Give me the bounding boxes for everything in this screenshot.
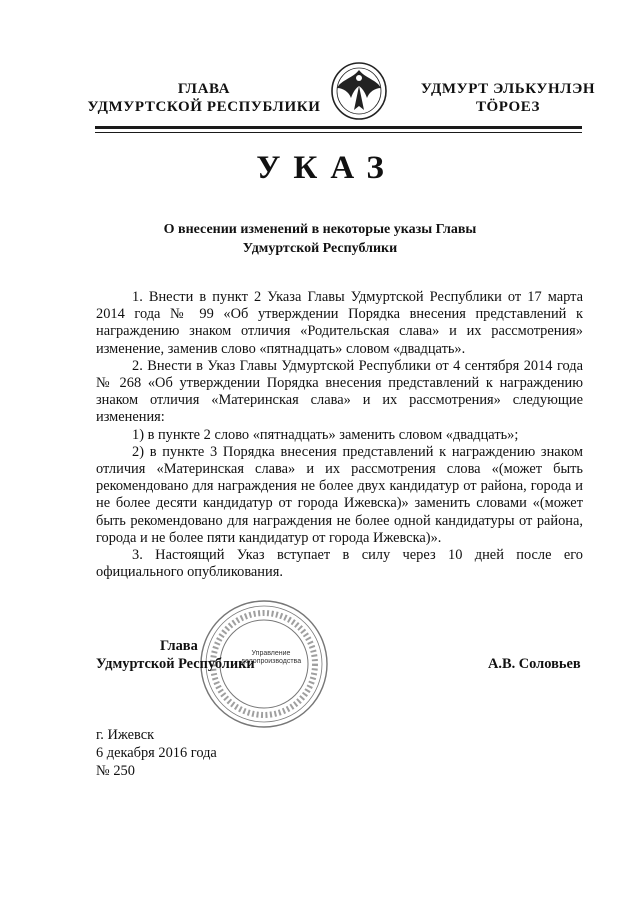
paragraph-2-item-1: 1) в пункте 2 слово «пятнадцать» заменить словом «двадцать»; [132, 426, 519, 443]
issue-date: 6 декабря 2016 года [96, 745, 217, 761]
issuer-title-line: ГЛАВА [177, 81, 231, 97]
issuer-udmurt-line1: УДМУРТ ЭЛЬКУНЛЭН [420, 81, 596, 97]
subject-line-1: О внесении изменений в некоторые указы Главы [163, 222, 477, 237]
issuer-republic-line: УДМУРТСКОЙ РЕСПУБЛИКИ [87, 99, 321, 115]
paragraph-2-item-2: 2) в пункте 3 Порядка внесения представлений к награждению знаком отличия «Материнская слава» и их рассмотрения слова «(может быть рекомендовано для награждения не более двух кандидатур от района, города и не более десяти кандидатур от города Ижевска)» заменить словами «(может быть рекомендовано для награждения не более одной кандидатуры от района, города и не более пяти кандидатур от города Ижевска)». [96, 443, 583, 546]
document-subject [150, 220, 490, 258]
signatory-name: А.В. Соловьев [488, 656, 581, 672]
issuer-header-udmurt [408, 80, 608, 116]
udmurt-coat-of-arms-icon [327, 58, 391, 122]
paragraph-1: 1. Внести в пункт 2 Указа Главы Удмуртской Республики от 17 марта 2014 года № 99 «Об утверждении Порядка внесения представлений к награждению знаком отличия «Родительская слава» и их рассмотрения» изменение, заменив слово «пятнадцать» словом «двадцать». [96, 289, 583, 357]
issue-city: г. Ижевск [96, 727, 155, 743]
signatory-title [96, 637, 276, 673]
paragraph-2: 2. Внести в Указ Главы Удмуртской Республики от 4 сентября 2014 года № 268 «Об утверждении Порядка внесения представлений к награждению знаком отличия «Материнская слава» и их рассмотрения» следующие изменения: [96, 357, 583, 426]
subject-line-2: Удмуртской Республики [242, 241, 398, 256]
document-type-title: УКАЗ [256, 150, 397, 186]
signatory-title-line-1: Глава [160, 638, 198, 654]
issuer-header-russian [84, 80, 324, 116]
seal-line-2: делопроизводства [240, 658, 302, 665]
paragraph-3: 3. Настоящий Указ вступает в силу через 10 дней после его официального опубликования. [96, 547, 583, 581]
header-divider-thin [95, 132, 582, 133]
issuer-udmurt-line2: ТӦРОЕЗ [475, 99, 541, 115]
seal-line-1: Управление [251, 650, 291, 657]
document-meta [96, 726, 217, 780]
document-body [96, 289, 583, 581]
signatory-title-line-2: Удмуртской Республики [96, 656, 255, 672]
document-number: № 250 [96, 763, 135, 779]
header-divider-thick [95, 126, 582, 129]
